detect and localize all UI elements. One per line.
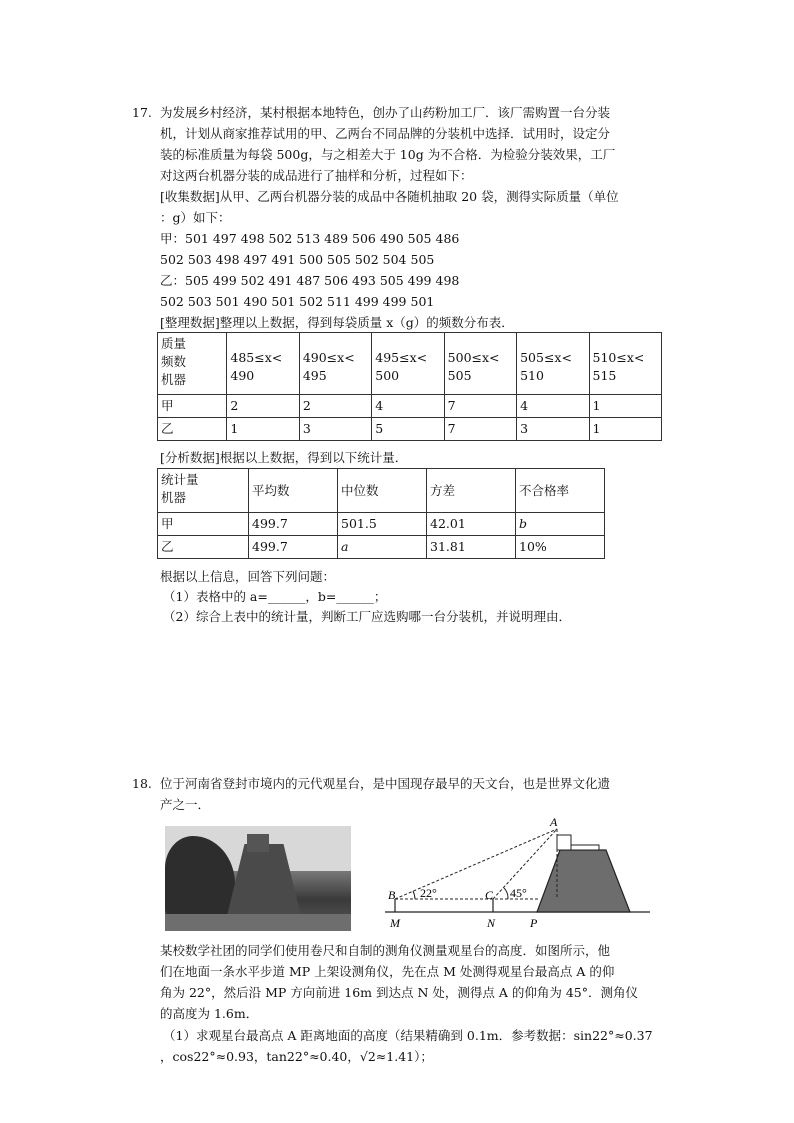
table-cell: a [338, 536, 427, 559]
table-cell: 7 [444, 418, 516, 441]
freq-header-top: 510≤x< [592, 350, 645, 365]
q17-organize-data-line: [整理数据]整理以上数据，得到每袋质量 x（g）的频数分布表． [160, 315, 514, 330]
table-cell: 2 [299, 395, 371, 418]
freq-header-cell [227, 333, 299, 395]
table-row [158, 395, 662, 418]
stat-header-fail-rate: 不合格率 [516, 469, 605, 513]
table-row [158, 513, 605, 536]
row-label: 乙 [158, 536, 249, 559]
q17-line-1: 为发展乡村经济，某村根据本地特色，创办了山药粉加工厂．该厂需购置一台分装 [160, 105, 611, 120]
freq-header-bottom: 510 [520, 368, 544, 383]
q18-para-line-1: 某校数学社团的同学们使用卷尺和自制的测角仪测量观星台的高度．如图所示，他 [160, 943, 611, 958]
row-label: 甲 [158, 395, 227, 418]
q18-sub-question-1-line-1: （1）求观星台最高点 A 距离地面的高度（结果精确到 0.1m．参考数据：sin22°≈0.37 [163, 1028, 653, 1043]
label-M: M [390, 916, 400, 930]
freq-header-bottom: 515 [592, 368, 617, 383]
table-cell: 31.81 [427, 536, 516, 559]
table-cell: b [516, 513, 605, 536]
observatory-top-room [557, 835, 571, 850]
q18-para-line-2: 们在地面一条水平步道 MP 上架设测角仪，先在点 M 处测得观星台最高点 A 的仰 [160, 964, 615, 979]
q17-yi-data-2: 502 503 501 490 501 502 511 499 499 501 [160, 294, 435, 309]
q18-line-1: 位于河南省登封市境内的元代观星台，是中国现存最早的天文台，也是世界文化遗 [160, 776, 611, 791]
label-N: N [487, 916, 496, 930]
freq-header-bottom: 505 [447, 368, 472, 383]
freq-header-top: 490≤x< [302, 350, 355, 365]
table-cell: 4 [517, 395, 589, 418]
freq-table-corner [158, 333, 227, 395]
table-cell: 5 [372, 418, 444, 441]
freq-header-cell [517, 333, 589, 395]
frequency-table [157, 332, 662, 441]
label-B: B [388, 888, 396, 902]
stat-header-median: 中位数 [338, 469, 427, 513]
label-A: A [550, 815, 558, 829]
q17-unit-line: ：g）如下： [160, 210, 231, 225]
label-C: C [485, 888, 494, 902]
freq-header-top: 500≤x< [447, 350, 500, 365]
q17-line-4: 对这两台机器分装的成品进行了抽样和分析，过程如下： [160, 168, 473, 183]
photo-tower-top [247, 834, 269, 852]
q18-para-line-4: 的高度为 1.6m． [160, 1006, 259, 1021]
angle-arc-B [413, 891, 415, 899]
table-cell: 1 [589, 395, 661, 418]
table-cell: 499.7 [249, 536, 338, 559]
row-label: 甲 [158, 513, 249, 536]
freq-header-cell [444, 333, 516, 395]
question-number-18: 18. [132, 776, 152, 791]
table-row [158, 418, 662, 441]
observatory-geometry-diagram [380, 815, 660, 935]
table-cell: 42.01 [427, 513, 516, 536]
table-cell: 1 [589, 418, 661, 441]
corner-label-machine: 机器 [161, 372, 187, 387]
q18-line-2: 产之一． [160, 797, 211, 812]
freq-header-bottom: 495 [302, 368, 327, 383]
angle-label-22: 22° [420, 886, 437, 900]
q18-para-line-3: 角为 22°，然后沿 MP 方向前进 16m 到达点 N 处，测得点 A 的仰角为 45°．测角仪 [160, 985, 638, 1000]
table-cell: 499.7 [249, 513, 338, 536]
corner-label-machine: 机器 [161, 490, 187, 505]
stat-header-variance: 方差 [427, 469, 516, 513]
q17-sub-question-2: （2）综合上表中的统计量，判断工厂应选购哪一台分装机，并说明理由． [163, 609, 571, 624]
q17-sub-question-1: （1）表格中的 a=______，b=______； [163, 589, 387, 604]
q17-analysis-intro: [分析数据]根据以上数据，得到以下统计量． [160, 450, 408, 465]
q17-question-intro: 根据以上信息，回答下列问题： [160, 569, 336, 584]
corner-label-frequency: 频数 [161, 354, 187, 369]
observatory-top-rail [571, 845, 599, 850]
q18-sub-question-1-line-2: ，cos22°≈0.93，tan22°≈0.40，√2≈1.41）； [160, 1049, 433, 1064]
observatory-photo [165, 826, 351, 931]
angle-label-45: 45° [510, 886, 527, 900]
photo-ground [165, 914, 351, 931]
corner-label-mass: 质量 [161, 336, 187, 351]
table-cell: 7 [444, 395, 516, 418]
stat-table-corner [158, 469, 249, 513]
stat-header-mean: 平均数 [249, 469, 338, 513]
table-cell: 3 [517, 418, 589, 441]
q17-line-2: 机，计划从商家推荐试用的甲、乙两台不同品牌的分装机中选择．试用时，设定分 [160, 126, 611, 141]
q17-line-3: 装的标准质量为每袋 500g，与之相差大于 10g 为不合格．为检验分装效果，工厂 [160, 147, 616, 162]
freq-header-cell [372, 333, 444, 395]
table-cell: 2 [227, 395, 299, 418]
freq-header-top: 495≤x< [375, 350, 428, 365]
freq-header-top: 485≤x< [230, 350, 283, 365]
freq-header-bottom: 490 [230, 368, 255, 383]
observatory-body [537, 850, 630, 912]
label-P: P [530, 916, 538, 930]
freq-header-bottom: 500 [375, 368, 400, 383]
freq-header-cell [299, 333, 371, 395]
q17-jia-data-1: 甲：501 497 498 502 513 489 506 490 505 486 [160, 231, 460, 246]
freq-header-top: 505≤x< [520, 350, 572, 365]
q17-collect-data-line: [收集数据]从甲、乙两台机器分装的成品中各随机抽取 20 袋，测得实际质量（单位 [160, 189, 619, 204]
q17-jia-data-2: 502 503 498 497 491 500 505 502 504 505 [160, 252, 435, 267]
table-cell: 1 [227, 418, 299, 441]
corner-label-statistic: 统计量 [161, 472, 199, 487]
table-cell: 4 [372, 395, 444, 418]
freq-header-cell [589, 333, 661, 395]
angle-arc-C [504, 888, 508, 899]
table-cell: 501.5 [338, 513, 427, 536]
row-label: 乙 [158, 418, 227, 441]
statistics-table [157, 468, 605, 559]
q17-yi-data-1: 乙：505 499 502 491 487 506 493 505 499 498 [160, 273, 460, 288]
table-row [158, 536, 605, 559]
question-number-17: 17. [132, 105, 152, 120]
table-cell: 10% [516, 536, 605, 559]
table-cell: 3 [299, 418, 371, 441]
